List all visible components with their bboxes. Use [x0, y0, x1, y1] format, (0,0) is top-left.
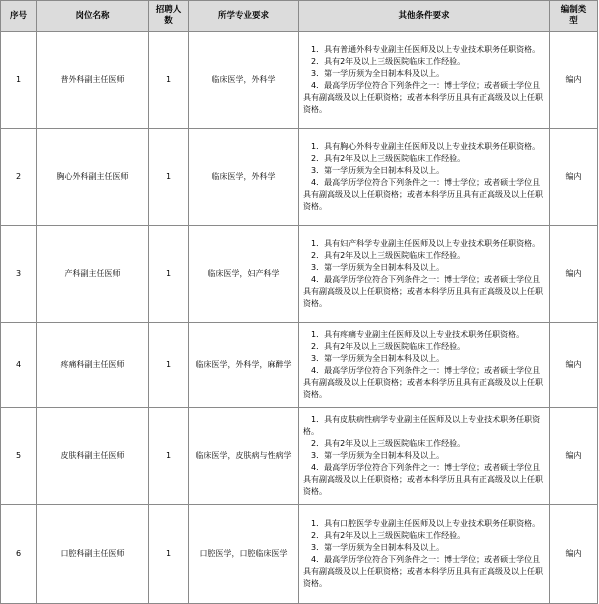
cell-requirements — [299, 32, 550, 129]
table-row — [1, 32, 598, 129]
requirement-line: 1．具有皮肤病性病学专业副主任医师及以上专业技术职务任职资格。 — [303, 415, 541, 436]
cell-type: 编内 — [550, 32, 598, 129]
cell-major: 临床医学，妇产科学 — [189, 226, 299, 323]
cell-type: 编内 — [550, 505, 598, 604]
cell-major: 临床医学，皮肤病与性病学 — [189, 408, 299, 505]
cell-type: 编内 — [550, 129, 598, 226]
requirement-line: 2．具有2年及以上三级医院临床工作经验。 — [311, 154, 466, 163]
cell-requirements — [299, 323, 550, 408]
cell-type: 编内 — [550, 226, 598, 323]
cell-no: 4 — [1, 323, 37, 408]
cell-no: 3 — [1, 226, 37, 323]
header-major: 所学专业要求 — [189, 1, 299, 32]
cell-requirements — [299, 226, 550, 323]
cell-position: 皮肤科副主任医师 — [37, 408, 149, 505]
cell-count: 1 — [149, 129, 189, 226]
requirement-line: 3．第一学历须为全日制本科及以上。 — [311, 451, 445, 460]
requirement-line: 4．最高学历学位符合下列条件之一：博士学位；或者硕士学位且具有副高级及以上任职资格；或者本科学历且具有正高级及以上任职资格。 — [303, 178, 543, 211]
requirement-line: 4．最高学历学位符合下列条件之一：博士学位；或者硕士学位且具有副高级及以上任职资格；或者本科学历且具有正高级及以上任职资格。 — [303, 555, 543, 588]
requirement-line: 1．具有胸心外科专业副主任医师及以上专业技术职务任职资格。 — [311, 142, 541, 151]
requirement-line: 3．第一学历须为全日制本科及以上。 — [311, 263, 445, 272]
header-count: 招聘人数 — [149, 1, 189, 32]
header-no: 序号 — [1, 1, 37, 32]
requirement-line: 1．具有妇产科学专业副主任医师及以上专业技术职务任职资格。 — [311, 239, 541, 248]
requirement-line: 1．具有口腔医学专业副主任医师及以上专业技术职务任职资格。 — [311, 519, 541, 528]
header-requirements: 其他条件要求 — [299, 1, 550, 32]
cell-requirements — [299, 505, 550, 604]
table-row — [1, 226, 598, 323]
table-row — [1, 129, 598, 226]
requirement-line: 3．第一学历须为全日制本科及以上。 — [311, 354, 445, 363]
requirement-line: 1．具有疼痛专业副主任医师及以上专业技术职务任职资格。 — [311, 330, 525, 339]
cell-no: 6 — [1, 505, 37, 604]
requirement-line: 4．最高学历学位符合下列条件之一：博士学位；或者硕士学位且具有副高级及以上任职资格；或者本科学历且具有正高级及以上任职资格。 — [303, 366, 543, 399]
header-type: 编制类型 — [550, 1, 598, 32]
table-row — [1, 505, 598, 604]
cell-position: 产科副主任医师 — [37, 226, 149, 323]
cell-no: 1 — [1, 32, 37, 129]
requirement-line: 4．最高学历学位符合下列条件之一：博士学位；或者硕士学位且具有副高级及以上任职资格；或者本科学历且具有正高级及以上任职资格。 — [303, 463, 543, 496]
cell-count: 1 — [149, 323, 189, 408]
requirement-line: 4．最高学历学位符合下列条件之一：博士学位；或者硕士学位且具有副高级及以上任职资格；或者本科学历且具有正高级及以上任职资格。 — [303, 275, 543, 308]
table-row — [1, 323, 598, 408]
cell-position: 疼痛科副主任医师 — [37, 323, 149, 408]
cell-major: 临床医学，外科学 — [189, 32, 299, 129]
cell-major: 临床医学，外科学 — [189, 129, 299, 226]
cell-type: 编内 — [550, 408, 598, 505]
requirement-line: 4．最高学历学位符合下列条件之一：博士学位；或者硕士学位且具有副高级及以上任职资格；或者本科学历且具有正高级及以上任职资格。 — [303, 81, 543, 114]
table-header-row — [1, 1, 598, 32]
header-position: 岗位名称 — [37, 1, 149, 32]
cell-no: 5 — [1, 408, 37, 505]
cell-count: 1 — [149, 226, 189, 323]
requirement-line: 2．具有2年及以上三级医院临床工作经验。 — [311, 251, 466, 260]
requirement-line: 1．具有普通外科专业副主任医师及以上专业技术职务任职资格。 — [311, 45, 541, 54]
requirement-line: 3．第一学历须为全日制本科及以上。 — [311, 543, 445, 552]
cell-requirements — [299, 129, 550, 226]
cell-type: 编内 — [550, 323, 598, 408]
cell-requirements — [299, 408, 550, 505]
cell-major: 口腔医学，口腔临床医学 — [189, 505, 299, 604]
table-row — [1, 408, 598, 505]
requirement-line: 2．具有2年及以上三级医院临床工作经验。 — [311, 57, 466, 66]
cell-count: 1 — [149, 408, 189, 505]
cell-major: 临床医学，外科学，麻醉学 — [189, 323, 299, 408]
cell-count: 1 — [149, 32, 189, 129]
requirement-line: 3．第一学历须为全日制本科及以上。 — [311, 166, 445, 175]
cell-position: 口腔科副主任医师 — [37, 505, 149, 604]
cell-position: 普外科副主任医师 — [37, 32, 149, 129]
requirement-line: 3．第一学历须为全日制本科及以上。 — [311, 69, 445, 78]
requirement-line: 2．具有2年及以上三级医院临床工作经验。 — [311, 342, 466, 351]
cell-count: 1 — [149, 505, 189, 604]
cell-no: 2 — [1, 129, 37, 226]
cell-position: 胸心外科副主任医师 — [37, 129, 149, 226]
requirement-line: 2．具有2年及以上三级医院临床工作经验。 — [311, 531, 466, 540]
requirement-line: 2．具有2年及以上三级医院临床工作经验。 — [311, 439, 466, 448]
